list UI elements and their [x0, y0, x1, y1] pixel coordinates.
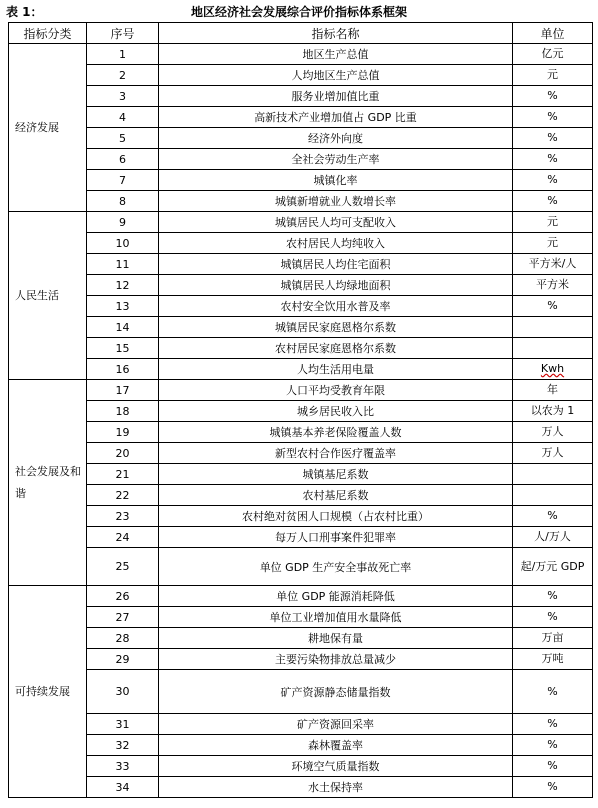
table-row — [9, 735, 593, 756]
row-number-cell: 9 — [87, 212, 159, 233]
unit-cell: 万人 — [513, 443, 593, 464]
unit-cell: 元 — [513, 212, 593, 233]
indicator-name-cell: 农村居民人均纯收入 — [159, 233, 513, 254]
unit-cell: 平方米/人 — [513, 254, 593, 275]
indicator-name-cell: 水土保持率 — [159, 777, 513, 798]
indicator-name-cell: 人口平均受教育年限 — [159, 380, 513, 401]
indicator-name-cell: 地区生产总值 — [159, 44, 513, 65]
table-row — [9, 86, 593, 107]
table-title: 地区经济社会发展综合评价指标体系框架 — [190, 5, 407, 19]
indicator-name-cell: 单位 GDP 能源消耗降低 — [159, 586, 513, 607]
row-number-cell: 26 — [87, 586, 159, 607]
indicator-name-cell: 主要污染物排放总量减少 — [159, 649, 513, 670]
unit-cell: Kwh — [513, 359, 593, 380]
row-number-cell: 27 — [87, 607, 159, 628]
table-row — [9, 756, 593, 777]
indicator-name-cell: 城镇居民人均住宅面积 — [159, 254, 513, 275]
indicator-name-cell: 单位 GDP 生产安全事故死亡率 — [159, 548, 513, 586]
indicator-name-cell: 每万人口刑事案件犯罪率 — [159, 527, 513, 548]
title-bar — [0, 0, 598, 22]
indicator-name-cell: 城镇基本养老保险覆盖人数 — [159, 422, 513, 443]
indicator-table — [8, 22, 593, 798]
row-number-cell: 15 — [87, 338, 159, 359]
unit-cell: % — [513, 670, 593, 714]
row-number-cell: 1 — [87, 44, 159, 65]
unit-cell: 亿元 — [513, 44, 593, 65]
category-cell: 人民生活 — [9, 212, 87, 380]
indicator-name-cell: 农村居民家庭恩格尔系数 — [159, 338, 513, 359]
table-row — [9, 649, 593, 670]
table-row — [9, 107, 593, 128]
row-number-cell: 7 — [87, 170, 159, 191]
table-row — [9, 338, 593, 359]
table-header-row — [9, 23, 593, 44]
unit-cell — [513, 317, 593, 338]
indicator-name-cell: 单位工业增加值用水量降低 — [159, 607, 513, 628]
unit-cell — [513, 485, 593, 506]
unit-cell — [513, 338, 593, 359]
row-number-cell: 6 — [87, 149, 159, 170]
table-row — [9, 191, 593, 212]
unit-cell: % — [513, 128, 593, 149]
unit-cell: % — [513, 107, 593, 128]
row-number-cell: 12 — [87, 275, 159, 296]
table-row — [9, 149, 593, 170]
row-number-cell: 8 — [87, 191, 159, 212]
indicator-name-cell: 人均生活用电量 — [159, 359, 513, 380]
table-row — [9, 275, 593, 296]
table-row — [9, 548, 593, 586]
row-number-cell: 19 — [87, 422, 159, 443]
indicator-name-cell: 矿产资源静态储量指数 — [159, 670, 513, 714]
table-row — [9, 464, 593, 485]
indicator-name-cell: 城镇基尼系数 — [159, 464, 513, 485]
indicator-name-cell: 城乡居民收入比 — [159, 401, 513, 422]
unit-cell: % — [513, 586, 593, 607]
indicator-name-cell: 城镇居民家庭恩格尔系数 — [159, 317, 513, 338]
table-row — [9, 380, 593, 401]
table-label: 表 1： — [6, 5, 43, 19]
row-number-cell: 33 — [87, 756, 159, 777]
indicator-name-cell: 环境空气质量指数 — [159, 756, 513, 777]
unit-cell: 起/万元 GDP — [513, 548, 593, 586]
row-number-cell: 18 — [87, 401, 159, 422]
indicator-name-cell: 农村基尼系数 — [159, 485, 513, 506]
table-body — [9, 44, 593, 798]
row-number-cell: 14 — [87, 317, 159, 338]
indicator-name-cell: 森林覆盖率 — [159, 735, 513, 756]
row-number-cell: 24 — [87, 527, 159, 548]
unit-cell: % — [513, 756, 593, 777]
header-name: 指标名称 — [159, 23, 513, 44]
category-cell: 经济发展 — [9, 44, 87, 212]
row-number-cell: 10 — [87, 233, 159, 254]
table-row — [9, 254, 593, 275]
unit-cell: % — [513, 86, 593, 107]
indicator-name-cell: 经济外向度 — [159, 128, 513, 149]
row-number-cell: 17 — [87, 380, 159, 401]
indicator-name-cell: 高新技术产业增加值占 GDP 比重 — [159, 107, 513, 128]
table-row — [9, 422, 593, 443]
table-row — [9, 607, 593, 628]
header-unit: 单位 — [513, 23, 593, 44]
table-row — [9, 128, 593, 149]
category-cell: 可持续发展 — [9, 586, 87, 798]
row-number-cell: 2 — [87, 65, 159, 86]
indicator-name-cell: 人均地区生产总值 — [159, 65, 513, 86]
row-number-cell: 11 — [87, 254, 159, 275]
unit-cell: % — [513, 149, 593, 170]
unit-cell: 元 — [513, 233, 593, 254]
row-number-cell: 3 — [87, 86, 159, 107]
row-number-cell: 4 — [87, 107, 159, 128]
category-cell: 社会发展及和谐 — [9, 380, 87, 586]
unit-cell: 万人 — [513, 422, 593, 443]
row-number-cell: 20 — [87, 443, 159, 464]
row-number-cell: 32 — [87, 735, 159, 756]
table-row — [9, 170, 593, 191]
row-number-cell: 28 — [87, 628, 159, 649]
unit-cell: % — [513, 714, 593, 735]
table-row — [9, 670, 593, 714]
row-number-cell: 29 — [87, 649, 159, 670]
table-row — [9, 233, 593, 254]
row-number-cell: 16 — [87, 359, 159, 380]
unit-cell: % — [513, 170, 593, 191]
indicator-name-cell: 全社会劳动生产率 — [159, 149, 513, 170]
unit-cell: 万亩 — [513, 628, 593, 649]
table-row — [9, 506, 593, 527]
indicator-name-cell: 耕地保有量 — [159, 628, 513, 649]
unit-cell: 年 — [513, 380, 593, 401]
indicator-name-cell: 矿产资源回采率 — [159, 714, 513, 735]
table-row — [9, 44, 593, 65]
row-number-cell: 34 — [87, 777, 159, 798]
table-row — [9, 212, 593, 233]
row-number-cell: 25 — [87, 548, 159, 586]
indicator-name-cell: 城镇化率 — [159, 170, 513, 191]
table-row — [9, 443, 593, 464]
row-number-cell: 5 — [87, 128, 159, 149]
row-number-cell: 22 — [87, 485, 159, 506]
indicator-name-cell: 城镇新增就业人数增长率 — [159, 191, 513, 212]
unit-cell: 以农为 1 — [513, 401, 593, 422]
indicator-name-cell: 城镇居民人均绿地面积 — [159, 275, 513, 296]
table-row — [9, 317, 593, 338]
table-row — [9, 65, 593, 86]
unit-cell: % — [513, 191, 593, 212]
unit-cell: % — [513, 506, 593, 527]
table-row — [9, 777, 593, 798]
table-row — [9, 296, 593, 317]
table-row — [9, 628, 593, 649]
indicator-name-cell: 服务业增加值比重 — [159, 86, 513, 107]
unit-cell: 平方米 — [513, 275, 593, 296]
table-row — [9, 485, 593, 506]
table-row — [9, 359, 593, 380]
row-number-cell: 31 — [87, 714, 159, 735]
row-number-cell: 21 — [87, 464, 159, 485]
table-row — [9, 586, 593, 607]
unit-cell: % — [513, 296, 593, 317]
row-number-cell: 30 — [87, 670, 159, 714]
table-row — [9, 527, 593, 548]
indicator-name-cell: 城镇居民人均可支配收入 — [159, 212, 513, 233]
unit-cell: 万吨 — [513, 649, 593, 670]
indicator-name-cell: 农村安全饮用水普及率 — [159, 296, 513, 317]
unit-cell: % — [513, 735, 593, 756]
row-number-cell: 23 — [87, 506, 159, 527]
unit-cell: % — [513, 607, 593, 628]
unit-cell: 人/万人 — [513, 527, 593, 548]
table-row — [9, 714, 593, 735]
header-category: 指标分类 — [9, 23, 87, 44]
indicator-name-cell: 农村绝对贫困人口规模（占农村比重） — [159, 506, 513, 527]
table-row — [9, 401, 593, 422]
header-number: 序号 — [87, 23, 159, 44]
indicator-name-cell: 新型农村合作医疗覆盖率 — [159, 443, 513, 464]
unit-cell — [513, 464, 593, 485]
row-number-cell: 13 — [87, 296, 159, 317]
unit-cell: % — [513, 777, 593, 798]
unit-cell: 元 — [513, 65, 593, 86]
